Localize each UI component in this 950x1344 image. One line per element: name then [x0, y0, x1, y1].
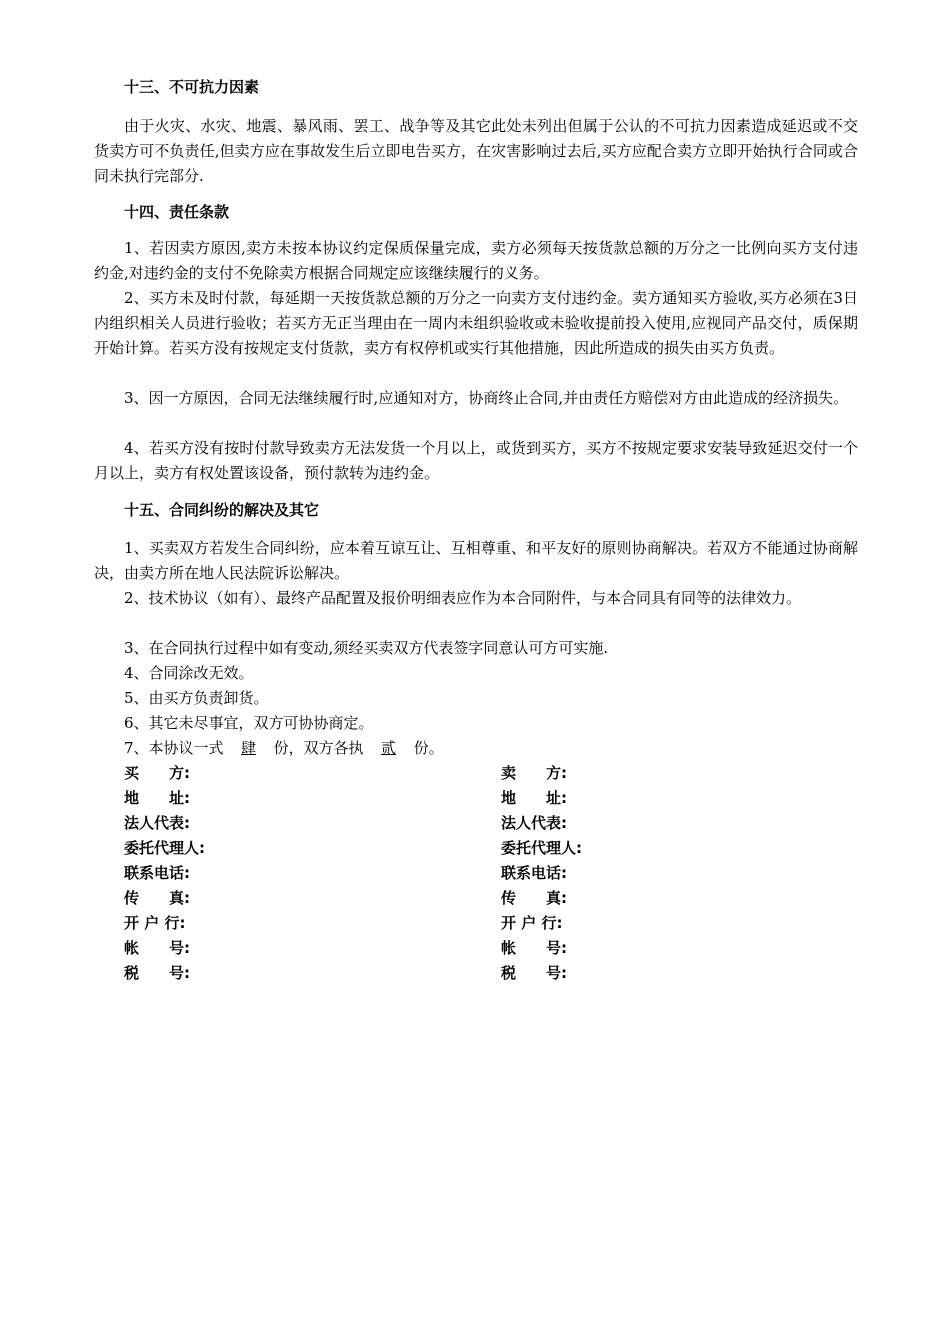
- copies-suffix: 份。: [413, 739, 444, 757]
- section-15-item-2: 2、技术协议（如有）、最终产品配置及报价明细表应作为本合同附件，与本合同具有同等的法律效力。: [124, 589, 802, 607]
- seller-account-label: 帐 号:: [501, 939, 567, 957]
- seller-address-label: 地 址:: [501, 789, 567, 807]
- section-15-item-5: 5、由买方负责卸货。: [124, 689, 269, 707]
- buyer-account-label: 帐 号:: [124, 939, 190, 957]
- seller-fax-label: 传 真:: [501, 889, 567, 907]
- buyer-name-label: 买 方:: [124, 764, 190, 782]
- section-14-item-1: 1、若因卖方原因,卖方未按本协议约定保质保量完成，卖方必须每天按货款总额的万分之一比例向买方支付违约金,对违约金的支付不免除卖方根据合同规定应该继续履行的义务。: [94, 239, 858, 282]
- copies-total: 肆: [241, 739, 257, 757]
- seller-bank-label: 开 户 行:: [501, 914, 563, 932]
- section-15-item-3: 3、在合同执行过程中如有变动,须经买卖双方代表签字同意认可方可实施.: [124, 639, 609, 657]
- seller-legal-rep-label: 法人代表:: [501, 814, 567, 832]
- buyer-agent-label: 委托代理人:: [124, 839, 205, 857]
- section-13-title: 十三、不可抗力因素: [124, 78, 260, 96]
- seller-name-label: 卖 方:: [501, 764, 567, 782]
- section-13-paragraph: 由于火灾、水灾、地震、暴风雨、罢工、战争等及其它此处未列出但属于公认的不可抗力因素造成延迟或不交货卖方可不负责任,但卖方应在事故发生后立即电告买方，在灾害影响过去后,买方应配合卖方立即开始执行合同或合同未执行完部分.: [94, 117, 858, 185]
- section-14-item-3: 3、因一方原因，合同无法继续履行时,应通知对方，协商终止合同,并由责任方赔偿对方由此造成的经济损失。: [124, 389, 849, 407]
- section-15-title: 十五、合同纠纷的解决及其它: [124, 501, 320, 519]
- copies-each: 贰: [381, 739, 397, 757]
- section-15-item-1: 1、买卖双方若发生合同纠纷，应本着互谅互让、互相尊重、和平友好的原则协商解决。若双方不能通过协商解决，由卖方所在地人民法院诉讼解决。: [94, 539, 858, 582]
- buyer-legal-rep-label: 法人代表:: [124, 814, 190, 832]
- section-15-item-7-copies: [124, 736, 444, 761]
- seller-agent-label: 委托代理人:: [501, 839, 582, 857]
- buyer-tax-id-label: 税 号:: [124, 964, 190, 982]
- section-14-item-2: 2、买方未及时付款，每延期一天按货款总额的万分之一向卖方支付违约金。卖方通知买方验收,买方必须在3日内组织相关人员进行验收；若买方无正当理由在一周内未组织验收或未验收提前投入使用,应视同产品交付，质保期开始计算。若买方没有按规定支付货款，卖方有权停机或实行其他措施，因此所造成的损失由买方负责。: [94, 289, 858, 357]
- seller-phone-label: 联系电话:: [501, 864, 567, 882]
- buyer-address-label: 地 址:: [124, 789, 190, 807]
- buyer-phone-label: 联系电话:: [124, 864, 190, 882]
- buyer-fax-label: 传 真:: [124, 889, 190, 907]
- buyer-bank-label: 开 户 行:: [124, 914, 186, 932]
- seller-tax-id-label: 税 号:: [501, 964, 567, 982]
- section-15-item-4: 4、合同涂改无效。: [124, 664, 254, 682]
- section-14-item-4: 4、若买方没有按时付款导致卖方无法发货一个月以上，或货到买方，买方不按规定要求安装导致延迟交付一个月以上，卖方有权处置该设备，预付款转为违约金。: [94, 439, 858, 482]
- section-15-item-6: 6、其它未尽事宜，双方可协协商定。: [124, 714, 374, 732]
- section-14-title: 十四、责任条款: [124, 203, 230, 221]
- copies-prefix: 7、本协议一式: [124, 739, 224, 757]
- copies-middle: 份，双方各执: [273, 739, 364, 757]
